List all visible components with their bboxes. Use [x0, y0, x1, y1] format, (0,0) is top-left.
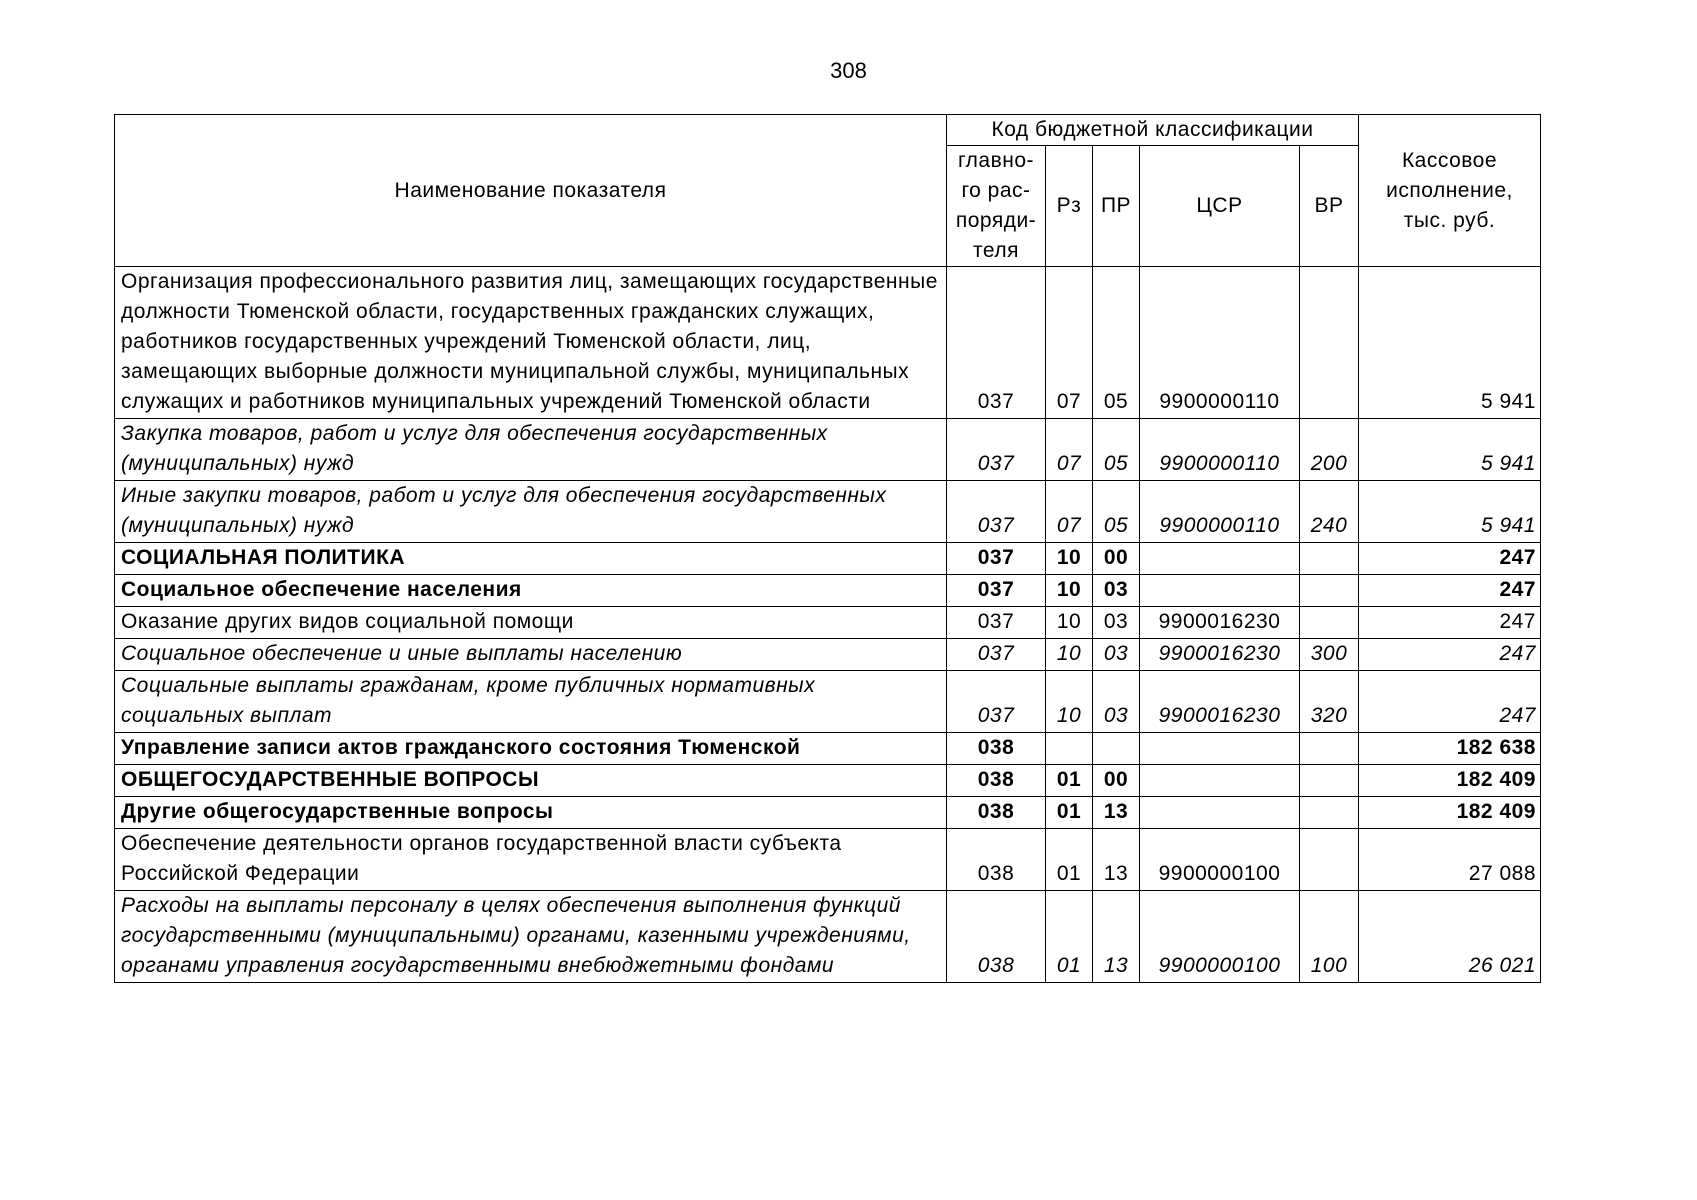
row-name: Другие общегосударственные вопросы	[115, 797, 947, 829]
row-csr: 9900000100	[1140, 891, 1300, 983]
table-row	[115, 419, 1541, 481]
row-pr: 00	[1093, 765, 1140, 797]
row-amount: 247	[1359, 639, 1541, 671]
row-name: Социальное обеспечение и иные выплаты населению	[115, 639, 947, 671]
row-rz: 01	[1046, 829, 1093, 891]
row-admin: 038	[947, 891, 1046, 983]
row-vr	[1300, 797, 1359, 829]
table-row	[115, 829, 1541, 891]
row-name: СОЦИАЛЬНАЯ ПОЛИТИКА	[115, 543, 947, 575]
table-row	[115, 607, 1541, 639]
row-pr: 03	[1093, 607, 1140, 639]
row-vr: 320	[1300, 671, 1359, 733]
row-admin: 037	[947, 481, 1046, 543]
row-pr: 05	[1093, 481, 1140, 543]
row-vr: 100	[1300, 891, 1359, 983]
table-row	[115, 891, 1541, 983]
header-amount: Кассовое исполнение, тыс. руб.	[1359, 115, 1541, 267]
row-pr: 05	[1093, 267, 1140, 419]
row-name: ОБЩЕГОСУДАРСТВЕННЫЕ ВОПРОСЫ	[115, 765, 947, 797]
header-name: Наименование показателя	[115, 115, 947, 267]
row-vr: 240	[1300, 481, 1359, 543]
table-row	[115, 575, 1541, 607]
row-admin: 037	[947, 267, 1046, 419]
row-amount: 247	[1359, 575, 1541, 607]
table-row	[115, 639, 1541, 671]
row-pr: 03	[1093, 575, 1140, 607]
row-admin: 038	[947, 797, 1046, 829]
row-pr: 03	[1093, 639, 1140, 671]
row-admin: 037	[947, 671, 1046, 733]
row-admin: 037	[947, 575, 1046, 607]
row-rz: 01	[1046, 765, 1093, 797]
row-csr: 9900000100	[1140, 829, 1300, 891]
row-csr: 9900016230	[1140, 607, 1300, 639]
row-rz: 10	[1046, 671, 1093, 733]
row-csr: 9900000110	[1140, 267, 1300, 419]
row-amount: 27 088	[1359, 829, 1541, 891]
row-admin: 037	[947, 639, 1046, 671]
row-vr	[1300, 575, 1359, 607]
row-vr: 200	[1300, 419, 1359, 481]
row-name: Обеспечение деятельности органов государственной власти субъекта Российской Федерации	[115, 829, 947, 891]
page-number: 308	[830, 58, 867, 83]
row-pr: 13	[1093, 891, 1140, 983]
row-rz: 07	[1046, 419, 1093, 481]
row-name: Социальные выплаты гражданам, кроме публичных нормативных социальных выплат	[115, 671, 947, 733]
row-pr: 13	[1093, 829, 1140, 891]
row-amount: 247	[1359, 671, 1541, 733]
header-vr: ВР	[1300, 146, 1359, 267]
header-admin: главно-го рас-поряди-теля	[947, 146, 1046, 267]
row-name: Управление записи актов гражданского состояния Тюменской	[115, 733, 947, 765]
header-rz: Рз	[1046, 146, 1093, 267]
row-name: Оказание других видов социальной помощи	[115, 607, 947, 639]
row-rz: 10	[1046, 639, 1093, 671]
row-csr: 9900000110	[1140, 481, 1300, 543]
row-rz: 10	[1046, 607, 1093, 639]
row-rz: 10	[1046, 575, 1093, 607]
row-name: Организация профессионального развития лиц, замещающих государственные должности Тюменской области, государственных гражданских служащих, работников государственных учреждений Тюменской области, лиц, замещающих выборные должности муниципальной службы, муниципальных служащих и работников муниципальных учреждений Тюменской области	[115, 267, 947, 419]
table-row	[115, 543, 1541, 575]
row-amount: 26 021	[1359, 891, 1541, 983]
row-amount: 5 941	[1359, 419, 1541, 481]
row-rz	[1046, 733, 1093, 765]
row-vr	[1300, 829, 1359, 891]
row-name: Иные закупки товаров, работ и услуг для обеспечения государственных (муниципальных) нужд	[115, 481, 947, 543]
row-csr: 9900016230	[1140, 671, 1300, 733]
row-rz: 10	[1046, 543, 1093, 575]
table-row	[115, 267, 1541, 419]
row-name: Социальное обеспечение населения	[115, 575, 947, 607]
budget-execution-table	[114, 114, 1541, 983]
row-amount: 247	[1359, 543, 1541, 575]
row-admin: 037	[947, 419, 1046, 481]
row-vr	[1300, 267, 1359, 419]
row-admin: 037	[947, 607, 1046, 639]
row-csr	[1140, 575, 1300, 607]
row-pr: 00	[1093, 543, 1140, 575]
row-amount: 5 941	[1359, 267, 1541, 419]
header-pr: ПР	[1093, 146, 1140, 267]
table-row	[115, 797, 1541, 829]
row-admin: 038	[947, 829, 1046, 891]
row-name: Расходы на выплаты персоналу в целях обеспечения выполнения функций государственными (муниципальными) органами, казенными учреждениями, органами управления государственными внебюджетными фондами	[115, 891, 947, 983]
row-csr: 9900000110	[1140, 419, 1300, 481]
row-pr: 03	[1093, 671, 1140, 733]
row-name: Закупка товаров, работ и услуг для обеспечения государственных (муниципальных) нужд	[115, 419, 947, 481]
row-pr	[1093, 733, 1140, 765]
row-amount: 182 638	[1359, 733, 1541, 765]
header-code-group: Код бюджетной классификации	[947, 115, 1359, 146]
row-csr	[1140, 733, 1300, 765]
table-row	[115, 733, 1541, 765]
header-csr: ЦСР	[1140, 146, 1300, 267]
row-csr	[1140, 543, 1300, 575]
row-csr	[1140, 765, 1300, 797]
row-rz: 01	[1046, 797, 1093, 829]
row-amount: 5 941	[1359, 481, 1541, 543]
row-amount: 247	[1359, 607, 1541, 639]
row-vr	[1300, 765, 1359, 797]
row-csr	[1140, 797, 1300, 829]
row-admin: 037	[947, 543, 1046, 575]
row-admin: 038	[947, 733, 1046, 765]
row-csr: 9900016230	[1140, 639, 1300, 671]
table-row	[115, 671, 1541, 733]
row-amount: 182 409	[1359, 797, 1541, 829]
row-admin: 038	[947, 765, 1046, 797]
row-pr: 05	[1093, 419, 1140, 481]
table-row	[115, 481, 1541, 543]
row-vr	[1300, 543, 1359, 575]
row-vr: 300	[1300, 639, 1359, 671]
row-pr: 13	[1093, 797, 1140, 829]
table-row	[115, 765, 1541, 797]
row-rz: 07	[1046, 267, 1093, 419]
row-rz: 07	[1046, 481, 1093, 543]
row-amount: 182 409	[1359, 765, 1541, 797]
row-rz: 01	[1046, 891, 1093, 983]
row-vr	[1300, 733, 1359, 765]
row-vr	[1300, 607, 1359, 639]
